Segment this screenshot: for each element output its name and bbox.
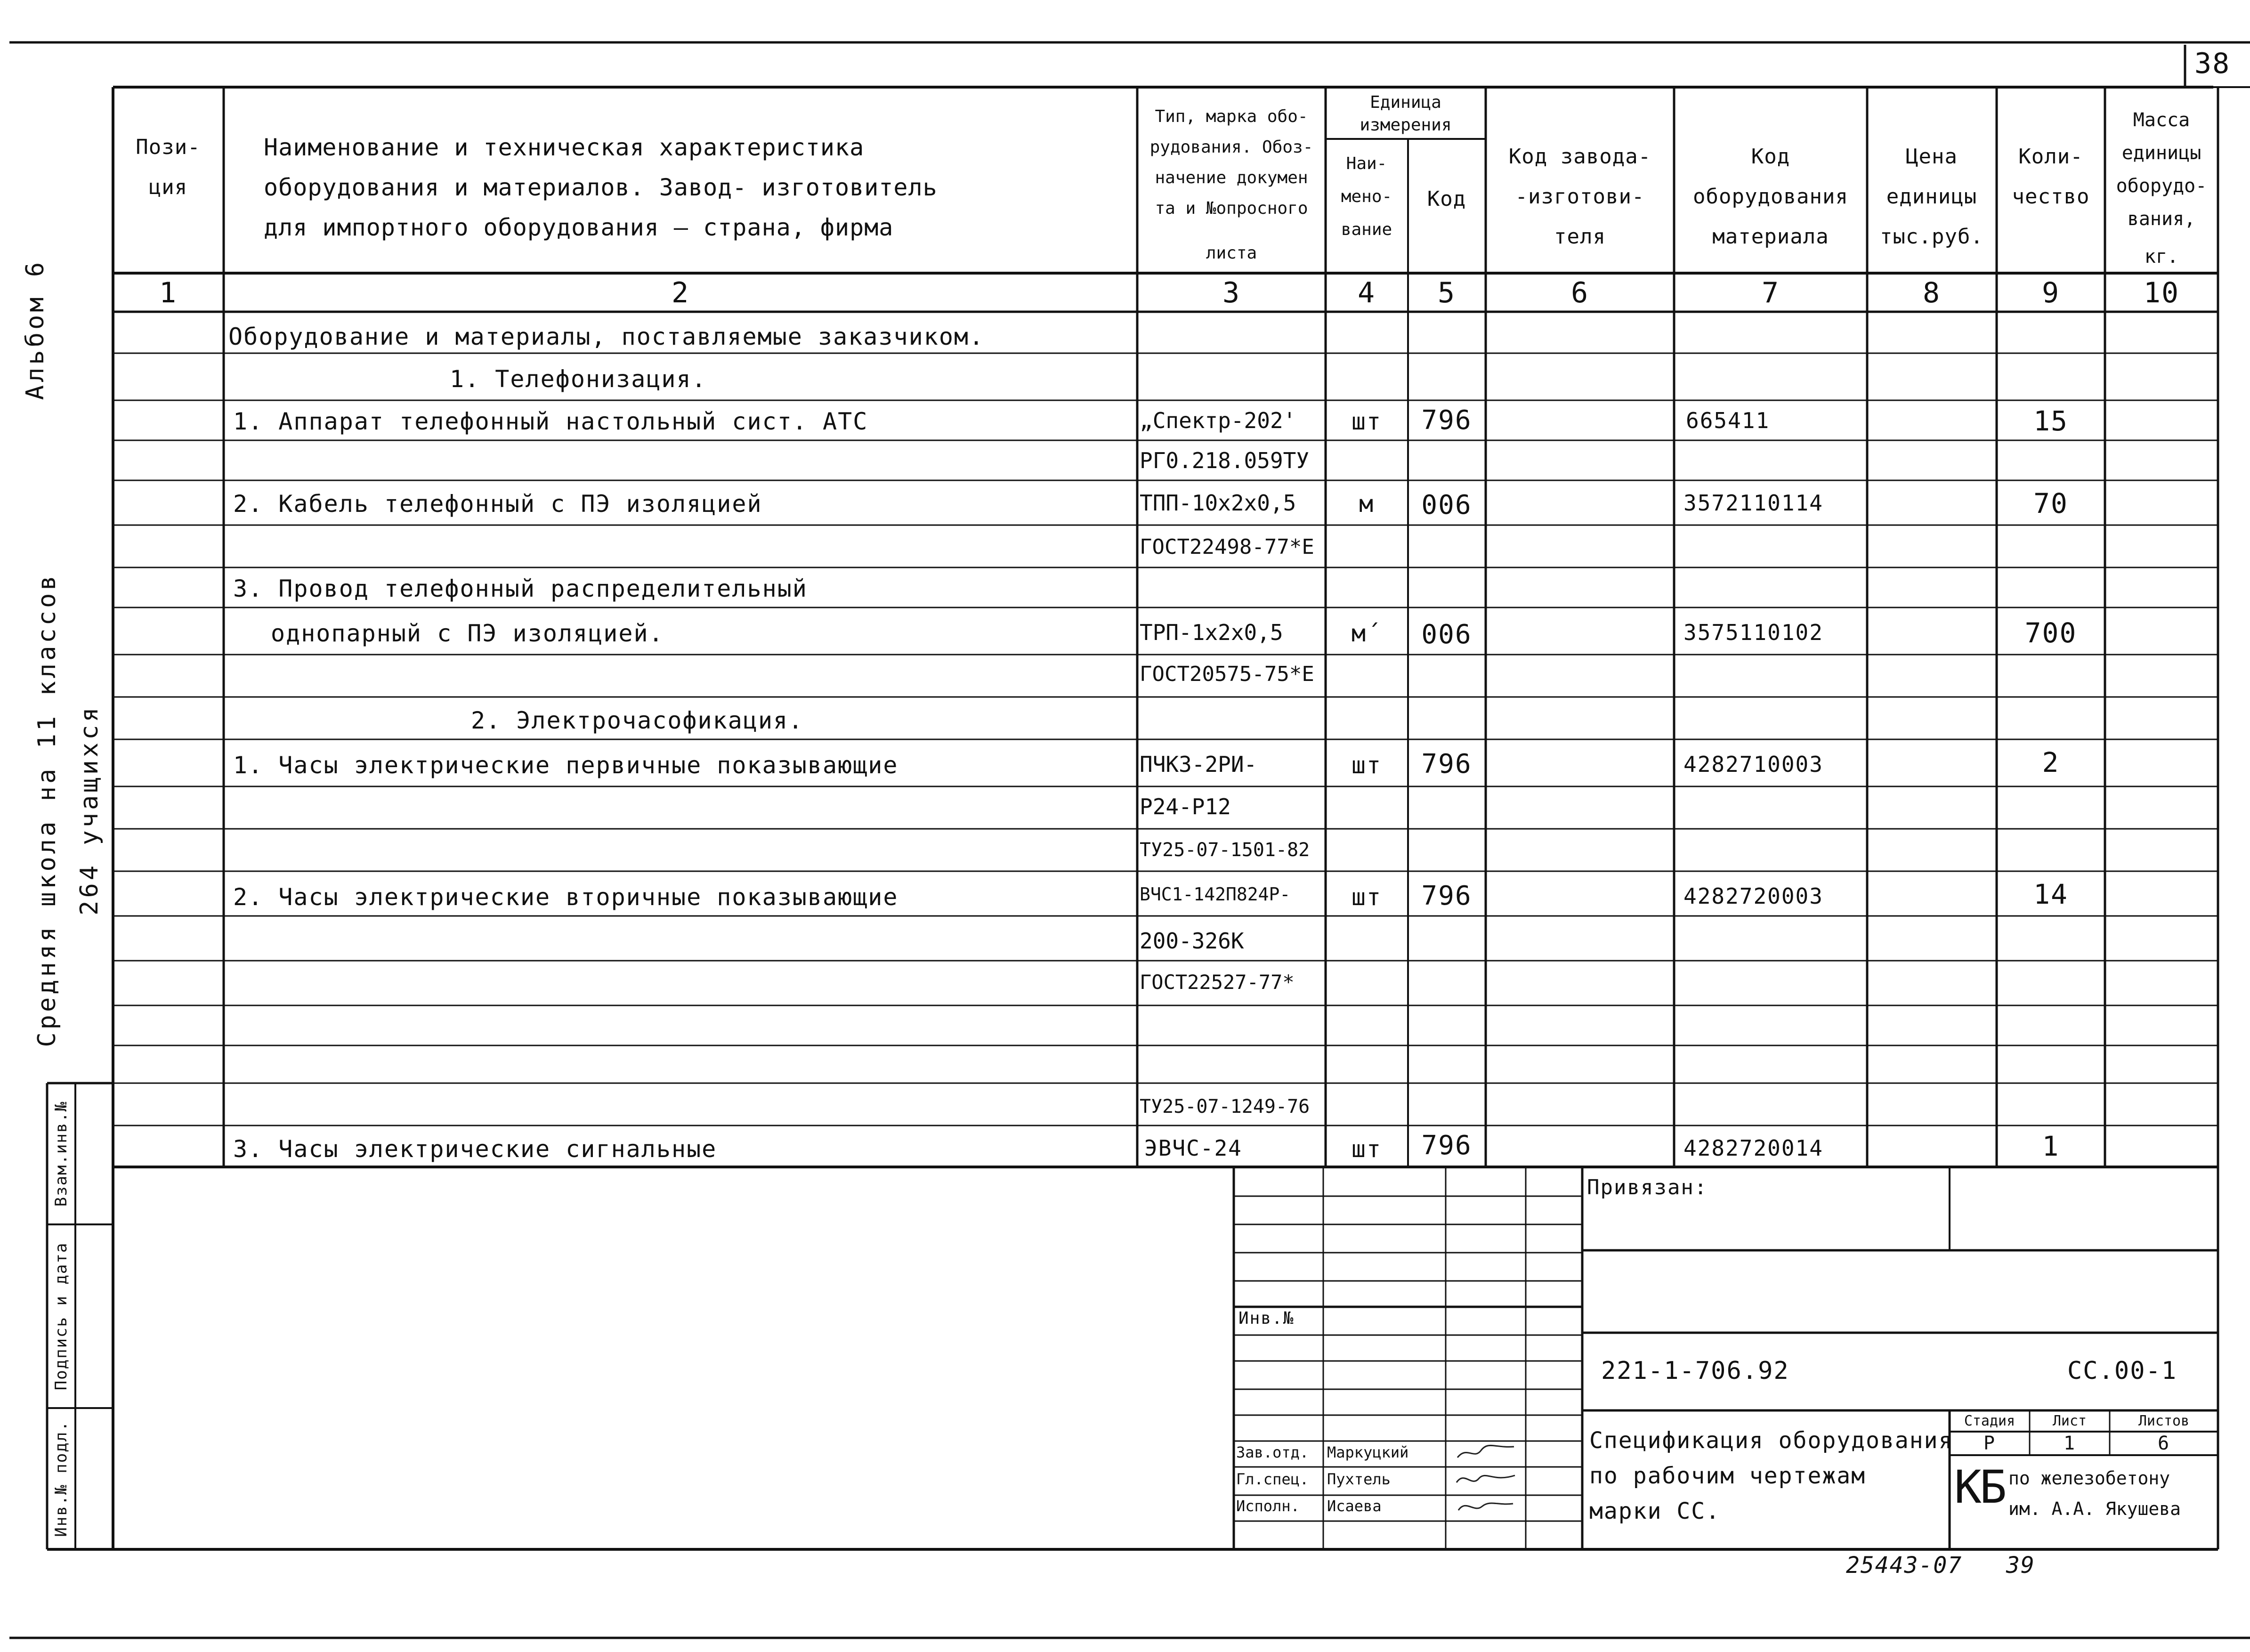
column-number: 1 xyxy=(159,276,178,309)
album-label: Альбом 6 xyxy=(21,259,49,400)
item-type: ГОСТ20575-75*Е xyxy=(1140,662,1314,686)
item-qty: 2 xyxy=(2042,746,2060,778)
footer-code: 25443-07 xyxy=(1846,1552,1963,1579)
column-number: 7 xyxy=(1761,276,1780,309)
header-col10-line4: вания, xyxy=(2127,208,2196,230)
item-type: ТПП-10х2х0,5 xyxy=(1140,490,1296,516)
role-head: Зав.отд. xyxy=(1236,1443,1309,1461)
privyazan-label: Привязан: xyxy=(1587,1175,1708,1199)
column-number: 6 xyxy=(1570,276,1589,309)
name-head: Маркуцкий xyxy=(1327,1443,1409,1461)
item-type: РГ0.218.059ТУ xyxy=(1140,448,1310,473)
header-col9-line2: чество xyxy=(2012,185,2090,209)
item-type: ТУ25-07-1501-82 xyxy=(1140,839,1310,861)
item-name: 3. Провод телефонный распределительный xyxy=(233,575,808,602)
item-type: ГОСТ22527-77* xyxy=(1140,971,1295,994)
item-unit: шт xyxy=(1351,1135,1382,1163)
column-number: 2 xyxy=(671,276,690,309)
header-col7-line1: Код xyxy=(1751,145,1790,169)
item-name: 3. Часы электрические сигнальные xyxy=(233,1135,717,1163)
role-chief: Гл.спец. xyxy=(1236,1470,1309,1488)
stamp-inv-podl: Инв.№ подл. xyxy=(52,1420,71,1537)
header-col10-line2: единицы xyxy=(2121,142,2201,164)
header-col4-line1: Наи- xyxy=(1346,154,1387,173)
header-col9-line1: Коли- xyxy=(2018,145,2083,169)
header-col8-line2: единицы xyxy=(1886,185,1977,209)
header-col6-line1: Код завода- xyxy=(1508,145,1651,169)
item-type: ПЧК3-2РИ- xyxy=(1140,752,1257,777)
item-qty: 1 xyxy=(2042,1130,2060,1162)
item-name: 1. Часы электрические первичные показывающие xyxy=(233,752,898,779)
stamp-podpis: Подпись и дата xyxy=(52,1242,71,1391)
header-col6-line2: -изготови- xyxy=(1515,185,1645,209)
item-code: 796 xyxy=(1421,405,1472,436)
header-col2-line2: оборудования и материалов. Завод- изготовитель xyxy=(264,174,938,201)
item-unit: шт xyxy=(1351,883,1382,911)
stamp-vzam: Взам.инв.№ xyxy=(52,1101,71,1207)
header-col7-line2: оборудования xyxy=(1693,185,1848,209)
item-type: ЭВЧС-24 xyxy=(1144,1135,1242,1161)
header-unit-line1: Единица xyxy=(1370,93,1441,112)
subsection-telephone: 1. Телефонизация. xyxy=(450,365,707,393)
item-qty: 15 xyxy=(2033,405,2068,437)
item-name: 2. Кабель телефонный с ПЭ изоляцией xyxy=(233,490,762,518)
footer-page: 39 xyxy=(2006,1552,2035,1579)
header-col1-line2: ция xyxy=(148,175,188,199)
header-col8-line3: тыс.руб. xyxy=(1880,225,1983,249)
header-unit-line2: измерения xyxy=(1360,115,1452,135)
inv-no-label: Инв.№ xyxy=(1238,1309,1295,1328)
header-col8-line1: Цена xyxy=(1906,145,1958,169)
header-col1-line1: Пози- xyxy=(136,135,201,159)
name-executor: Исаева xyxy=(1327,1497,1382,1515)
header-col3-line1: Тип, марка обо- xyxy=(1155,107,1308,126)
item-unit: м xyxy=(1359,490,1375,518)
item-material-code: 4282710003 xyxy=(1683,752,1823,777)
item-qty: 70 xyxy=(2033,487,2068,519)
column-number: 4 xyxy=(1357,276,1376,309)
item-qty: 700 xyxy=(2024,617,2077,649)
signature-2 xyxy=(1453,1468,1519,1492)
role-executor: Исполн. xyxy=(1236,1497,1300,1515)
sheets-label: Листов xyxy=(2138,1413,2190,1429)
doc-number: 221-1-706.92 xyxy=(1601,1357,1789,1385)
item-code: 796 xyxy=(1421,881,1472,911)
item-type: ТУ25-07-1249-76 xyxy=(1140,1096,1310,1118)
page-number: 38 xyxy=(2194,47,2231,80)
header-col10-line5: кг. xyxy=(2144,246,2179,267)
item-code: 796 xyxy=(1421,1130,1472,1161)
sheet-code: СС.00-1 xyxy=(2067,1357,2177,1385)
header-col2-line3: для импортного оборудования — страна, фирма xyxy=(264,214,894,241)
header-col3-line4: та и №опросного xyxy=(1155,199,1308,218)
item-unit: м´ xyxy=(1351,620,1382,647)
section-title: Оборудование и материалы, поставляемые заказчиком. xyxy=(228,323,985,350)
header-col4-line2: мено- xyxy=(1341,187,1392,206)
sheet-label: Лист xyxy=(2052,1413,2087,1429)
item-material-code: 3575110102 xyxy=(1683,620,1823,645)
item-code: 006 xyxy=(1421,619,1472,650)
header-col2-line1: Наименование и техническая характеристика xyxy=(264,134,865,161)
doc-title-line2: по рабочим чертежам xyxy=(1589,1463,1866,1489)
column-number: 3 xyxy=(1222,276,1241,309)
item-type: „Спектр-202' xyxy=(1140,408,1296,433)
item-material-code: 4282720003 xyxy=(1683,883,1823,909)
header-col7-line3: материала xyxy=(1712,225,1829,249)
header-col10-line3: оборудо- xyxy=(2116,175,2207,197)
org-name-line2: им. А.А. Якушева xyxy=(2008,1498,2181,1519)
header-col3-line2: рудования. Обоз- xyxy=(1149,138,1313,157)
item-code: 796 xyxy=(1421,749,1472,779)
school-subtitle: 264 учащихся xyxy=(75,705,104,915)
item-code: 006 xyxy=(1421,490,1472,520)
signature-1 xyxy=(1453,1441,1519,1465)
column-number: 5 xyxy=(1437,276,1456,309)
column-number: 8 xyxy=(1922,276,1941,309)
item-type: ТРП-1х2х0,5 xyxy=(1140,620,1283,645)
header-col3-line3: начение докумен xyxy=(1155,168,1308,187)
name-chief: Пухтель xyxy=(1327,1470,1391,1488)
item-type: 200-326К xyxy=(1140,928,1244,954)
column-number: 10 xyxy=(2143,276,2180,309)
header-col3-line5: листа xyxy=(1206,243,1257,263)
school-title: Средняя школа на 11 классов xyxy=(33,573,61,1047)
signature-3 xyxy=(1453,1495,1519,1519)
item-material-code: 4282720014 xyxy=(1683,1135,1823,1161)
sheet-value: 1 xyxy=(2063,1433,2076,1454)
item-name: 2. Часы электрические вторичные показывающие xyxy=(233,883,898,911)
item-type: ВЧС1-142П824Р- xyxy=(1140,884,1291,905)
item-type: Р24-Р12 xyxy=(1140,794,1231,819)
header-col10-line1: Масса xyxy=(2133,109,2190,131)
stage-value: Р xyxy=(1983,1433,1996,1454)
item-material-code: 665411 xyxy=(1686,408,1770,433)
item-qty: 14 xyxy=(2033,878,2068,910)
header-col6-line3: теля xyxy=(1554,225,1606,249)
item-name: 1. Аппарат телефонный настольный сист. АТС xyxy=(233,408,868,435)
item-unit: шт xyxy=(1351,408,1382,435)
item-material-code: 3572110114 xyxy=(1683,490,1823,516)
column-number: 9 xyxy=(2041,276,2060,309)
org-name-line1: по железобетону xyxy=(2008,1468,2170,1489)
doc-title-line1: Спецификация оборудования xyxy=(1589,1427,1953,1454)
org-logo: КБ xyxy=(1954,1461,2005,1514)
item-type: ГОСТ22498-77*Е xyxy=(1140,535,1314,559)
header-col5: Код xyxy=(1427,187,1466,211)
header-col4-line3: вание xyxy=(1341,220,1392,239)
subsection-clocks: 2. Электрочасофикация. xyxy=(471,707,804,734)
stage-label: Стадия xyxy=(1964,1413,2015,1429)
item-unit: шт xyxy=(1351,752,1382,779)
doc-title-line3: марки СС. xyxy=(1589,1498,1721,1524)
sheets-value: 6 xyxy=(2157,1433,2170,1454)
item-name: однопарный с ПЭ изоляцией. xyxy=(271,620,664,647)
